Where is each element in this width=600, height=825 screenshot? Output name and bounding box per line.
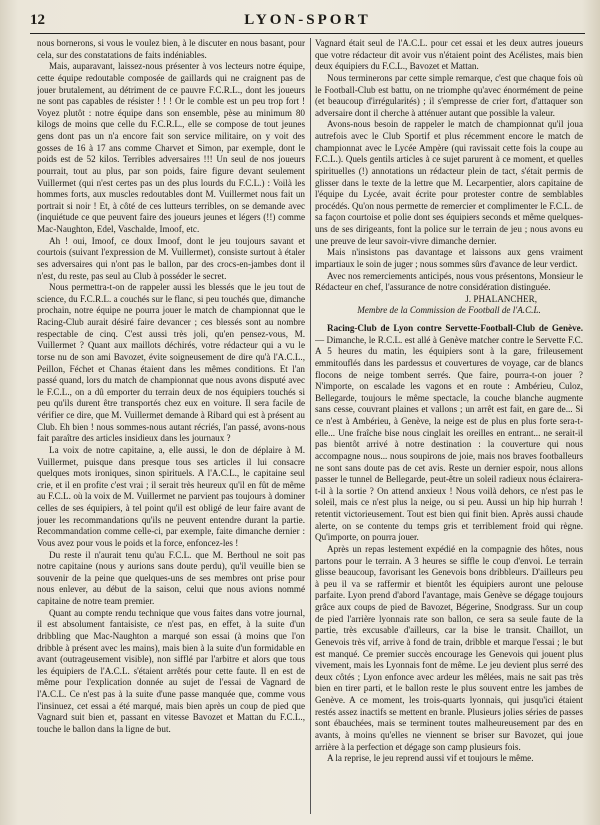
masthead-title: LYON-SPORT <box>244 12 371 28</box>
page-number: 12 <box>30 12 45 28</box>
article-lead: — Dimanche, le R.C.L. est allé à Genève matcher contre le Servette F.C. A 5 heures du matin, les équipiers sont à la gare, frileusement emmitouflés dans les pardessus et couvertures de voyage, car de blancs flocons de neige tombent serrés. Que faire, pourra-t-on jouer ? N'importe, on escalade les vagons et en route : Ambérieu, Culoz, Bellegarde, toujours le même spectacle, la couche blanche augmente sans cesse, couvrant plaines et vallons ; un arrêt est fait, en gare de... Si ce n'est à Ambérieu, à Genève, la neige est de plus en plus forte sera-t-elle... Une fraîche bise nous cinglait les oreilles en entrant... ne serait-il pas bientôt arrivé à notre destination : la couverture qui nous accompagne nous... nous soupirons de joie, mais nos braves footballeurs ne sont sans doute pas de cet avis. Reste un dernier espoir, nous allons passer le tunnel de Bellegarde, peut-être un soleil radieux nous éclairera-t-il à la sortie ? On attend anxieux ! Nous voilà dehors, ce n'est pas le soleil, mais ce n'est plus la neige, ou si peu. Aussi un hip hip hurrah ! retentit victorieusement. Tout est bien qui finit bien. Après aussi chaude alerte, on se contente du temps gris et terriblement froid qui règne. Qu'importe, on pourra jouer. <box>315 334 583 543</box>
left-column <box>37 38 305 816</box>
paragraph: Nous permettra-t-on de rappeler aussi les blessés que le jeu tout de science, du F.C.R.L. a couchés sur le flanc, si peu touchés que, dimanche prochain, notre équipe ne pourra jouer le match de championnat que le Racing-Club aurait désiré faire devancer ; ces blessés sont au nombre respectable de cinq. C'est aussi très joli, qu'en pensez-vous, M. Vuillermet ? Quant aux maillots déchirés, votre rédacteur qui a vu le torse nu de son ami Bavozet, évite soigneusement de dire qu'à l'A.C.L., Peillon, Féchet et Chanas étaient dans les mêmes conditions. Et l'an passé quand, lors du match de championnat que nous avons disputé avec le F.C.L., on a dû emporter du terrain deux de nos équipiers touchés si peu qu'ils durent être transportés chez eux en voiture. Il sera facile de vérifier ce dire, que M. Vuillermet demande à Ribard qui est à présent au Club. Eh bien ! nous sommes-nous autant récriés, l'an passé, avons-nous fait paraître des articles insidieux dans les journaux ? <box>37 282 305 444</box>
paragraph: Après un repas lestement expédié en la compagnie des hôtes, nous partons pour le terrain. A 3 heures se siffle le coup d'envoi. Le terrain glisse beaucoup, favorisant les Genevois bons dribbleurs. D'ailleurs peu à peu il va se raffermir et bientôt les équipiers auront une pelouse parfaite. Lyon prend d'abord l'avantage, mais Genève se dégage toujours grâce aux coups de pied de Bavozet, Bégerine, Snodgrass. Sur un coup de pied l'arrière lyonnais rate son ballon, ce sera sa seule faute de la partie, très excusable d'ailleurs, car la bise le transit. Chaillot, un Genevois très vif, arrive à fond de train, dribble et marque l'essai ; le but est manqué. Ce premier succès encourage les Genevois qui jouent plus vivement, mais les Lyonnais font de même. Le jeu devient plus serré des deux côtés ; Lyon enfonce avec ardeur les mêlées, mais ne sait pas très bien en tirer parti, et le ballon reste le plus souvent entre les jambes de Genève. A ce moment, les trois-quarts lyonnais, qui jusqu'ici étaient restés assez inactifs se mettent en branle. Plusieurs jolies séries de passes sont ébauchées, mais se terminent toutes malheureusement par des en avants, à moins qu'elles ne viennent se briser sur Bavozet, qui joue arrière à la perfection et dégage son camp plusieurs fois. <box>315 543 583 752</box>
signature-role: Membre de la Commission de Football de l'A.C.L. <box>357 305 541 316</box>
paragraph: Avons-nous besoin de rappeler le match de championnat qu'il joua autrefois avec le Club Sportif et plus récemment encore le match de championnat avec le Lycée Ampère (qui ravissait cette fois la coupe au F.C.L.). Quels gentils articles à ce sujet parurent à ce moment, et quelles spirituelles (!) annotations un rédacteur plein de tact, s'était permis de glisser dans le texte de la lettre que M. Lecarpentier, alors capitaine de l'équipe du Lycée, avait écrite pour protester contre de semblables procédés. Qu'on nous permette de remercier et complimenter le F.C.L. de sa façon courtoise et polie dont ses équipiers seconds et même quelques-uns de ses dirigeants, font la police sur le terrain de jeu ; nous avons eu une preuve de leur savoir-vivre dimanche dernier. <box>315 119 583 246</box>
signature-name: J. PHALANCHER, <box>465 293 537 304</box>
paragraph: Mais n'insistons pas davantage et laissons aux gens vraiment impartiaux le soin de juger ; nous sommes sûrs d'avance de leur verdict. <box>315 247 583 269</box>
header-rule <box>30 33 585 34</box>
paragraph: nous bornerons, si vous le voulez bien, à le discuter en nous basant, pour cela, sur des constatations de faits indéniables. <box>37 38 305 60</box>
page-header <box>30 12 585 32</box>
paragraph: Quant au compte rendu technique que vous faites dans votre journal, il est absolument fantaisiste, ce n'est pas, en effet, à la suite d'un dribbling que Mac-Naughton a marqué son essai (à moins que l'on dribble à présent avec les mains), mais bien à la suite d'un formidable en avant (outrageusement visible), non sifflé par l'arbitre et alors que tous les équipiers de l'A.C.L. s'étaient arrêtés pour cette faute. Il en est de même pour l'explication donnée au sujet de l'essai de Vagnard de l'A.C.L. Ce n'est pas à la suite d'une passe manquée que, comme vous l'insinuez, cet essai a été marqué, mais bien après un coup de pied que Vagnard suit bien et, passant en vitesse Bavozet et Mattan du F.C.L., touche le ballon dans la ligne de but. <box>37 607 305 734</box>
paragraph: Mais, auparavant, laissez-nous présenter à vos lecteurs notre équipe, cette équipe redoutable composée de gaillards qui ne craignent pas de jouer brutalement, au détriment de ce pauvre F.C.R.L., dont les joueurs ne sont pas capables de résister ! ! ! Or le comble est un peu trop fort ! Voyez plutôt : notre équipe dans son ensemble, pèse au minimum 80 kilogs de moins que celle du F.C.R.L., elle se compose de tout jeunes gens dont pas un n'a encore fait son service militaire, on y voit des gosses de 16 à 17 ans comme Charvet et Simon, par exemple, dont le poids est de 52 kilos. Terribles adversaires !!! Un seul de nos joueurs pourrait, tout au plus, par son poids, faire figure devant seulement Vuillermet (qui n'est certes pas un des plus lourds du F.C.L.) : Voilà les hommes forts, aux muscles redoutables dont M. Vuillermet nous fait un portrait si noir ! Et, à côté de ces lutteurs terribles, on se demande avec (inquiétude ce que peuvent faire des joueurs jeunes et légers (!!) comme Mac-Naughton, Edel, Vaschalde, Imoof, etc. <box>37 61 305 234</box>
article-title: Racing-Club de Lyon contre Servette-Football-Club de Genève. <box>327 323 583 333</box>
paragraph: La voix de notre capitaine, a, elle aussi, le don de déplaire à M. Vuillermet, puisque dans presque tous ses articles il lui consacre quelques mots ironiques, sinon spirituels. A l'A.C.L., le capitaine seul crie, et il en profite c'est vrai ; il serait très heureux qu'il en fût de même au F.C.L. où la voix de M. Vuillermet ne parvient pas toujours à dominer celles de ses équipiers, à tel point qu'il est obligé de leur faire avant de jouer les recommandations qu'ils ne peuvent entendre durant la partie. Recommandation comme celle-ci, par exemple, faite dimanche dernier : Vous avez pour vous le poids et la force, enfoncez-les ! <box>37 444 305 548</box>
paragraph: Ah ! oui, Imoof, ce doux Imoof, dont le jeu toujours savant et courtois (suivant l'expression de M. Vuillermet), consiste surtout à étaler ses adversaires qui n'ont pas le ballon, par des crocs-en-jambes dont il n'est, du reste, pas seul au Club à posséder le secret. <box>37 235 305 281</box>
right-column <box>315 38 583 816</box>
paragraph: Nous terminerons par cette simple remarque, c'est que chaque fois où le Football-Club est battu, on ne triomphe qu'avec énormément de peine (et beaucoup d'irrégularités) ; il s'empresse de crier fort, d'attaquer son adversaire dont il cherche à atténuer autant que possible la valeur. <box>315 72 583 118</box>
paragraph: Vagnard était seul de l'A.C.L. pour cet essai et les deux autres joueurs que votre rédacteur dit avoir vus n'étaient point des Acélistes, mais bien deux équipiers du F.C.L., Bavozet et Mattan. <box>315 38 583 72</box>
paragraph: A la reprise, le jeu reprend aussi vif et toujours le même. <box>327 753 534 764</box>
paragraph: Avec nos remerciements anticipés, nous vous présentons, Monsieur le Rédacteur en chef, l'assurance de notre considération distinguée. <box>315 270 583 293</box>
paragraph: Du reste il n'aurait tenu qu'au F.C.L. que M. Berthoul ne soit pas notre capitaine (nous y aurions sans doute perdu), qu'il veuille bien se souvenir de la peine que quelques-uns de ses membres ont prise pour nous enlever, au début de la saison, celui que nous avions nommé capitaine de notre team premier. <box>37 549 305 606</box>
article-intro <box>315 323 583 544</box>
column-divider <box>310 38 311 814</box>
